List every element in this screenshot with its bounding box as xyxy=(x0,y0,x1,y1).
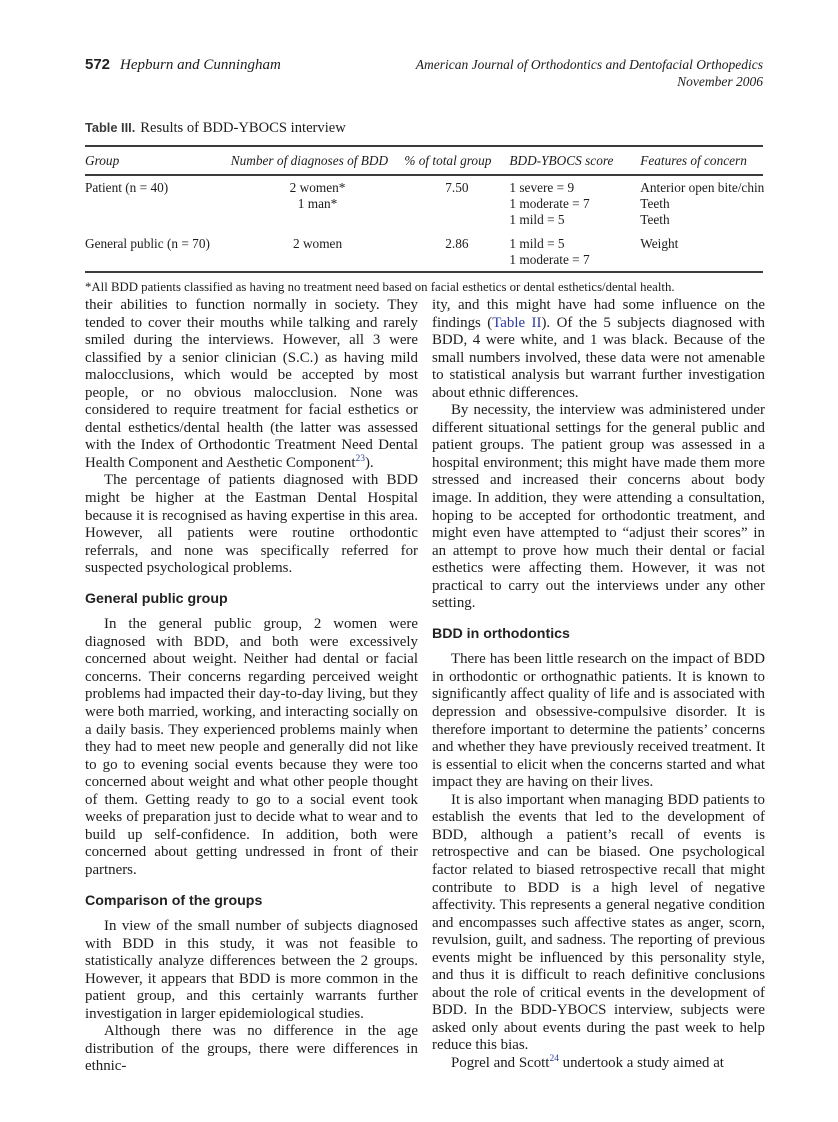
cell-diagnoses xyxy=(231,175,405,232)
section-heading-general-public-group: General public group xyxy=(85,590,228,607)
cell-group xyxy=(85,175,231,232)
paragraph: In view of the small number of subjects diagnosed with BDD in this study, it was not feasible to statistically analyze differences between the 2 groups. However, it appears that BDD is more common in the patient group, and this certainly warrants further investigation in larger epidemiological studies. xyxy=(85,918,418,1022)
paragraph: In the general public group, 2 women were diagnosed with BDD, and both were excessively concerned about weight. Neither had dental or facial concerns. Their concerns regarding perceived weight problems had impacted their day-to-day living, but they were both married, working, and interacting socially on a daily basis. They experienced problems mainly when they had to meet new people and generally did not like to go to evening social events because they were too concerned about weight and what other people thought of them. Getting ready to go to a social event took weeks of preparation just to decide what to wear and to build up self-confidence. In addition, both were concerned about getting undressed in front of their partners. xyxy=(85,616,418,878)
column-header-score: BDD-YBOCS score xyxy=(509,146,640,175)
paragraph: It is also important when managing BDD patients to establish the events that led to the development of BDD, although a patient’s recall of events is retrospective and can be biased. One psychological factor related to biased retrospective recall that might contribute to BDD is a high level of negative affectivity. This represents a general negative condition and encompasses such affective states as anger, scorn, revulsion, guilt, and sadness. The reporting of previous events might be influenced by this personality style, and thus it is difficult to reach definitive conclusions about the role of critical events in the development of BDD. In the BDD-YBOCS interview, subjects were asked only about events during the past week to help reduce this bias. xyxy=(432,791,765,1054)
reference-link-23[interactable]: 23 xyxy=(355,453,365,464)
column-header-features: Features of concern xyxy=(640,146,763,175)
article-body xyxy=(85,297,765,1076)
column-header-group: Group xyxy=(85,146,231,175)
column-header-percent: % of total group xyxy=(404,146,509,175)
page-number: 572 xyxy=(85,56,111,73)
cell-line: 1 moderate = 7 xyxy=(509,251,590,267)
text-segment: ity, and this might have had some influence on the findings ( xyxy=(432,297,765,331)
cell-line: 1 severe = 9 xyxy=(509,180,575,195)
cell-scores xyxy=(509,232,640,272)
running-head-right xyxy=(416,56,763,90)
cell-line: Anterior open bite/chin xyxy=(640,180,765,195)
table-header-row xyxy=(85,146,763,175)
paragraph xyxy=(432,1055,765,1073)
text-segment: their abilities to function normally in society. They tended to cover their mouths while talking and rarely smiled during the interviews. However, all 3 were classified by a senior clinician (S.C.) as having mild malocclusions, which would be accepted by most people, or no obvious malocclusion. None was considered to require treatment for facial esthetics or dental esthetics/dental health (the latter was assessed with the Index of Orthodontic Treatment Need Dental Health Component and Aesthetic Component xyxy=(85,297,418,471)
journal-title: American Journal of Orthodontics and Dentofacial Orthopedics xyxy=(415,57,763,72)
running-authors: Hepburn and Cunningham xyxy=(120,57,281,73)
cell-group xyxy=(85,232,231,272)
paragraph: By necessity, the interview was administered under different situational settings for the general public and patient groups. The patient group was assessed in a hospital environment; this might have made them more stressed and increased their concerns about body image. In addition, they were attending a consultation, hoping to be accepted for orthodontic treatment, and might even have attempted to “adjust their scores” in an attempt to prove how much their dental or facial esthetics were affecting them. However, it was not practical to carry out the interviews under any other setting. xyxy=(432,402,765,612)
cell-line: 2 women xyxy=(292,235,343,251)
cell-diagnoses xyxy=(231,232,405,272)
running-head xyxy=(85,56,763,90)
section-heading-bdd-in-orthodontics: BDD in orthodontics xyxy=(432,625,570,642)
cell-line: 7.50 xyxy=(445,180,469,195)
cell-features xyxy=(640,175,763,232)
cell-line: Teeth xyxy=(640,212,670,228)
cell-line: Teeth xyxy=(640,196,670,212)
table-title: Results of BDD-YBOCS interview xyxy=(140,120,346,136)
cell-line: General public (n = 70) xyxy=(85,235,210,251)
cell-line: 2 women* xyxy=(289,180,346,195)
table-caption xyxy=(85,120,763,137)
text-segment: ). xyxy=(364,454,374,471)
results-table xyxy=(85,145,763,273)
text-segment: Pogrel and Scott xyxy=(451,1054,550,1071)
cell-line: 1 moderate = 7 xyxy=(509,196,590,212)
reference-link-24[interactable]: 24 xyxy=(549,1054,559,1064)
paragraph-continuation xyxy=(85,297,418,472)
left-column xyxy=(85,297,418,1076)
cell-line: 2.86 xyxy=(445,235,469,251)
cell-percent xyxy=(404,232,509,272)
text-segment: ). Of the 5 subjects diagnosed with BDD, 4 were white, and 1 was black. Because of the small numbers involved, these data were not amenable to statistical analysis but warrant further investigation about ethnic differences. xyxy=(432,314,765,401)
cell-line: Patient (n = 40) xyxy=(85,180,169,195)
table-row-patient xyxy=(85,175,763,232)
column-header-diagnoses: Number of diagnoses of BDD xyxy=(231,146,405,175)
table-block xyxy=(85,120,763,295)
paragraph: There has been little research on the impact of BDD in orthodontic or orthognathic patients. It is known to significantly affect quality of life and is associated with depression and obsessive-compulsive disorder. It is therefore important to determine the patients’ concerns and whether they have previously received treatment. It is essential to elicit when the concerns started and what impact they are having on their lives. xyxy=(432,651,765,791)
section-heading-comparison-of-the-groups: Comparison of the groups xyxy=(85,892,263,909)
table-label: Table III. xyxy=(85,120,136,135)
table-footnote: *All BDD patients classified as having no treatment need based on facial esthetics or dental esthetics/dental health. xyxy=(85,280,675,295)
cell-line: 1 mild = 5 xyxy=(509,212,565,228)
paragraph: Although there was no difference in the age distribution of the groups, there were differences in ethnic- xyxy=(85,1023,418,1075)
table-ii-link[interactable]: Table II xyxy=(492,314,542,331)
cell-scores xyxy=(509,175,640,232)
paragraph: The percentage of patients diagnosed with BDD might be higher at the Eastman Dental Hospital because it is recognised as having expertise in this area. However, all patients were routine orthodontic referrals, and none was specifically referred for suspected psychological problems. xyxy=(85,472,418,577)
cell-line: 1 mild = 5 xyxy=(509,235,565,251)
text-segment: undertook a study aimed at xyxy=(558,1054,724,1071)
cell-features xyxy=(640,232,763,272)
right-column xyxy=(432,297,765,1076)
cell-percent xyxy=(404,175,509,232)
table-row-general-public xyxy=(85,232,763,272)
paragraph-continuation xyxy=(432,297,765,402)
journal-issue: November 2006 xyxy=(677,74,763,89)
running-head-left xyxy=(85,56,281,74)
cell-line: 1 man* xyxy=(297,196,338,212)
cell-line: Weight xyxy=(640,235,679,251)
